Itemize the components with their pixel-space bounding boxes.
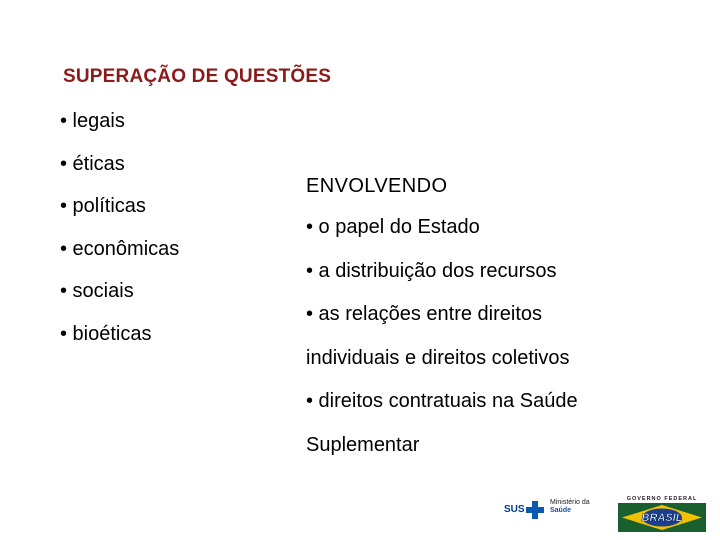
list-item: Suplementar	[306, 433, 420, 456]
list-item: • econômicas	[60, 237, 180, 260]
ministry-line: Ministério da	[550, 499, 590, 506]
list-item: • o papel do Estado	[306, 216, 480, 238]
brasil-flag-logo	[612, 494, 712, 534]
health-cross-icon	[526, 501, 544, 519]
footer-logos	[500, 494, 712, 534]
right-list	[306, 214, 578, 475]
list-item: • a distribuição dos recursos	[306, 259, 557, 282]
list-item: • sociais	[60, 280, 134, 302]
sus-logo: SUS	[504, 504, 525, 515]
list-item: individuais e direitos coletivos	[306, 346, 570, 369]
gov-label: GOVERNO FEDERAL	[626, 496, 698, 502]
list-item: • legais	[60, 110, 125, 132]
ministry-logo	[550, 499, 590, 515]
brasil-label: BRASIL	[641, 512, 683, 524]
list-item: • políticas	[60, 195, 146, 217]
left-list	[60, 108, 179, 363]
list-item: • bioéticas	[60, 322, 152, 345]
slide-title: SUPERAÇÃO DE QUESTÕES	[63, 66, 332, 87]
list-item: • as relações entre direitos	[306, 303, 543, 325]
ministry-line: Saúde	[550, 507, 572, 514]
list-item: • éticas	[60, 152, 125, 175]
section-heading: ENVOLVENDO	[306, 175, 448, 197]
list-item: • direitos contratuais na Saúde	[306, 390, 578, 412]
